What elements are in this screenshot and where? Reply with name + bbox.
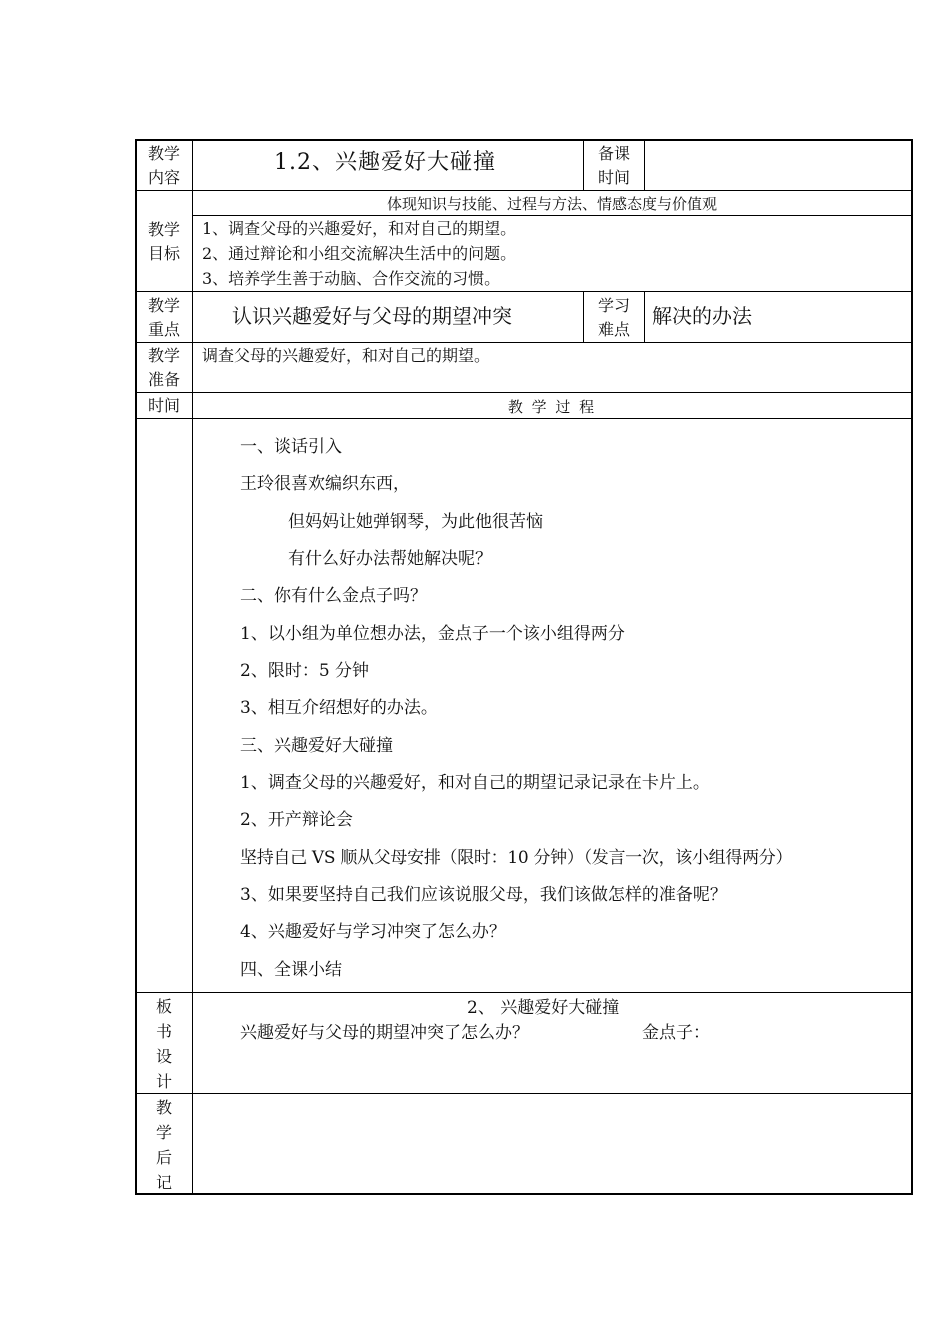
process-line: 1、调查父母的兴趣爱好，和对自己的期望记录记录在卡片上。 xyxy=(240,773,710,793)
board-left-text: 兴趣爱好与父母的期望冲突了怎么办？ xyxy=(240,1023,529,1043)
column-divider xyxy=(644,139,645,191)
focus-label: 教学 重点 xyxy=(147,296,180,339)
process-line: 三、兴趣爱好大碰撞 xyxy=(240,736,393,756)
row-divider xyxy=(135,190,913,191)
goal-item: 2、通过辩论和小组交流解决生活中的问题。 xyxy=(202,244,517,263)
prep-label: 教学 准备 xyxy=(147,346,180,389)
process-line: 四、全课小结 xyxy=(240,960,342,980)
prep-time-label: 备课 时间 xyxy=(597,144,630,187)
board-label: 板 书 设 计 xyxy=(155,997,172,1091)
label-column-divider xyxy=(192,139,193,1195)
process-line: 王玲很喜欢编织东西， xyxy=(240,474,410,494)
process-line: 但妈妈让她弹钢琴，为此他很苦恼 xyxy=(288,512,543,532)
process-line: 2、限时：5 分钟 xyxy=(240,661,370,681)
column-divider xyxy=(644,291,645,343)
board-right-text: 金点子： xyxy=(642,1023,710,1043)
process-line: 坚持自己 VS 顺从父母安排（限时：10 分钟）（发言一次，该小组得两分） xyxy=(240,848,793,868)
process-header: 教 学 过 程 xyxy=(507,398,597,416)
goal-item: 3、培养学生善于动脑、合作交流的习惯。 xyxy=(202,269,501,288)
difficulty-value: 解决的办法 xyxy=(652,304,752,328)
process-line: 1、以小组为单位想办法，金点子一个该小组得两分 xyxy=(240,624,625,644)
process-line: 一、谈话引入 xyxy=(240,437,342,457)
process-line: 2、开产辩论会 xyxy=(240,810,353,830)
difficulty-label: 学习 难点 xyxy=(597,296,630,339)
goals-header: 体现知识与技能、过程与方法、情感态度与价值观 xyxy=(386,195,717,213)
notes-label: 教 学 后 记 xyxy=(155,1098,172,1192)
goals-list xyxy=(202,216,902,291)
lesson-title: 1.2、兴趣爱好大碰撞 xyxy=(274,150,496,175)
focus-value: 认识兴趣爱好与父母的期望冲突 xyxy=(232,304,512,328)
table-border-right xyxy=(911,139,913,1195)
process-line: 4、兴趣爱好与学习冲突了怎么办？ xyxy=(240,922,506,942)
row-divider xyxy=(135,291,913,292)
process-line: 有什么好办法帮她解决呢？ xyxy=(288,549,492,569)
table-border-top xyxy=(135,139,913,141)
goal-item: 1、调查父母的兴趣爱好，和对自己的期望。 xyxy=(202,219,517,238)
content-label: 教学 内容 xyxy=(147,144,180,187)
row-divider xyxy=(135,418,913,419)
prep-value: 调查父母的兴趣爱好，和对自己的期望。 xyxy=(202,346,491,365)
process-line: 二、你有什么金点子吗？ xyxy=(240,586,427,606)
process-line: 3、如果要坚持自己我们应该说服父母，我们该做怎样的准备呢？ xyxy=(240,885,727,905)
row-divider xyxy=(135,392,913,393)
table-border-bottom xyxy=(135,1193,913,1195)
board-title: 2、 兴趣爱好大碰撞 xyxy=(467,998,620,1018)
process-line: 3、相互介绍想好的办法。 xyxy=(240,698,438,718)
time-label: 时间 xyxy=(147,396,180,415)
goals-label: 教学 目标 xyxy=(147,220,180,263)
row-divider xyxy=(135,1093,913,1094)
